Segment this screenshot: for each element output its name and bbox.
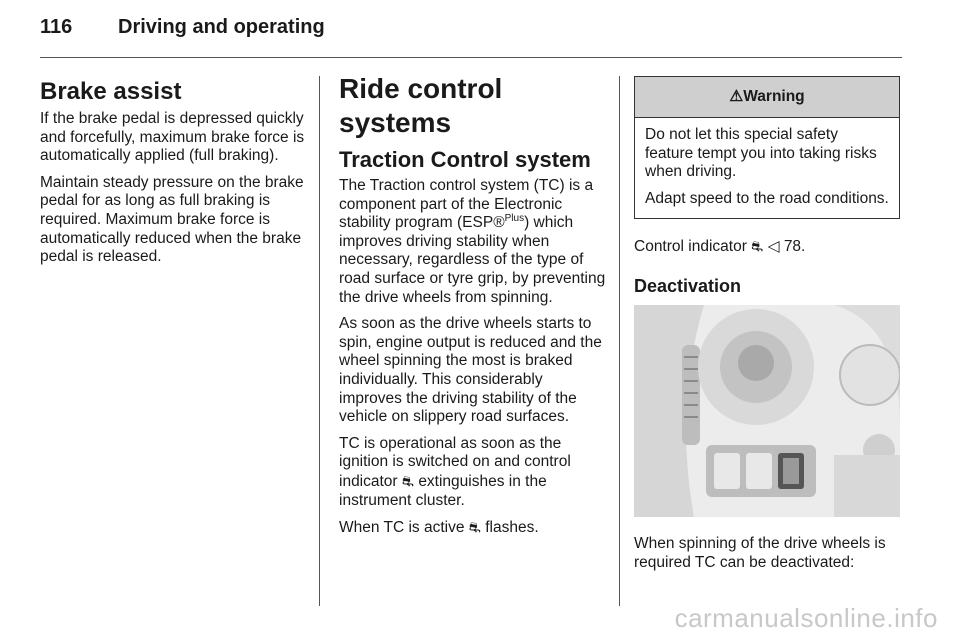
brake-assist-paragraph: Maintain steady pressure on the brake pedal for as long as full braking is required. Maximum brake force is automatically reduced when the brake pedal is released. bbox=[40, 173, 304, 266]
deactivation-paragraph: When spinning of the drive wheels is required TC can be deactivated: bbox=[634, 534, 886, 571]
warning-box bbox=[634, 76, 900, 219]
page-reference-icon: ◁ bbox=[767, 238, 780, 256]
warning-icon: ⚠ bbox=[729, 88, 744, 105]
warning-header bbox=[635, 77, 899, 118]
traction-control-heading: Traction Control system bbox=[339, 147, 591, 172]
warning-body bbox=[635, 118, 899, 218]
warning-title: Warning bbox=[743, 88, 805, 105]
warning-paragraph: Adapt speed to the road conditions. bbox=[645, 189, 889, 207]
tc-spin-paragraph: As soon as the drive wheels starts to spin, engine output is reduced and the wheel spinning the most is braked individually. This considerably improves the driving stability of the vehicle on slippery road surfaces. bbox=[339, 315, 602, 426]
traction-control-icon: ⛐ bbox=[468, 519, 481, 536]
traction-control-icon: ⛐ bbox=[401, 472, 414, 489]
page-number: 116 bbox=[40, 16, 73, 38]
header-rule bbox=[40, 57, 902, 58]
column-divider-2 bbox=[619, 76, 620, 606]
brake-assist-paragraph: If the brake pedal is depressed quickly and forcefully, maximum brake force is automatically applied (full braking). bbox=[40, 110, 305, 165]
column-ride-control bbox=[339, 72, 607, 546]
column-brake-assist bbox=[40, 78, 308, 275]
ride-control-heading: Ride control systems bbox=[339, 73, 503, 138]
tc-active-text-cont: flashes. bbox=[485, 519, 539, 537]
tc-active-text: When TC is active bbox=[339, 519, 465, 537]
esp-plus-superscript: Plus bbox=[504, 213, 525, 225]
control-indicator-line bbox=[634, 237, 900, 257]
tc-active-paragraph bbox=[339, 518, 607, 538]
tc-intro-text-cont: ) which improves driving stability when necessary, regardless of the type of road surface or tyre grip, by preventing the drive wheels from spinning. bbox=[339, 214, 606, 306]
watermark: carmanualsonline.info bbox=[674, 603, 938, 633]
tc-intro-text: The Traction control system (TC) is a component part of the Electronic stability program (ESP® bbox=[339, 177, 594, 232]
control-indicator-text: Control indicator bbox=[634, 238, 747, 256]
traction-control-icon: ⛐ bbox=[751, 238, 764, 255]
tc-operational-text: TC is operational as soon as the ignition is switched on and control indicator bbox=[339, 434, 571, 490]
column-divider-1 bbox=[319, 76, 320, 606]
section-title: Driving and operating bbox=[118, 16, 325, 38]
dashboard-switch-photo bbox=[634, 305, 900, 517]
column-warning bbox=[634, 76, 900, 580]
deactivation-heading: Deactivation bbox=[634, 275, 742, 296]
brake-assist-heading: Brake assist bbox=[40, 78, 182, 105]
warning-paragraph: Do not let this special safety feature tempt you into taking risks when driving. bbox=[645, 126, 877, 181]
tc-intro-paragraph bbox=[339, 177, 607, 307]
page-reference-number: 78. bbox=[783, 238, 806, 256]
tc-operational-paragraph bbox=[339, 435, 607, 510]
page-header bbox=[40, 16, 325, 39]
tc-operational-text-cont: extinguishes in the instrument cluster. bbox=[339, 472, 547, 509]
